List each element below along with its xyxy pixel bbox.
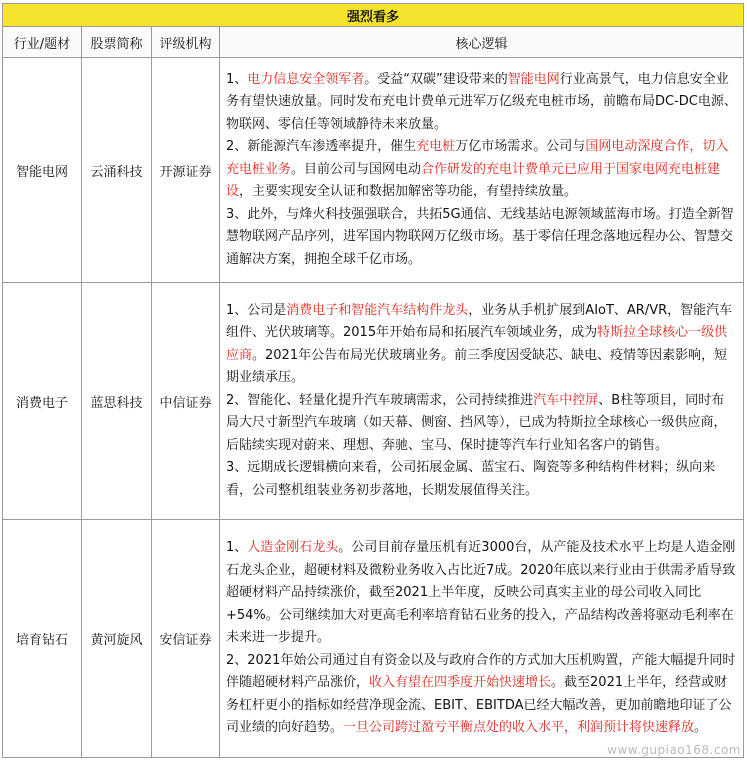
logic-paragraph — [226, 457, 737, 502]
logic-paragraph — [226, 136, 737, 204]
logic-text: 2、新能源汽车渗透率提升，催生 — [226, 139, 417, 155]
header-row — [3, 27, 744, 58]
logic-text: 1、 — [226, 71, 248, 87]
highlight-text: 收入有望在四季度开始快速增长 — [369, 675, 552, 691]
logic-text: 。受益“双碳”建设带来的 — [364, 71, 508, 87]
logic-text: 2、2021年始公司通过自有资金以及与政府合作的方式加大压机购置，产能大幅提升同时伴随超硬材料产品涨价， — [226, 652, 736, 691]
watermark: www.gupiao168.com — [607, 743, 741, 757]
logic-paragraph — [226, 69, 737, 137]
stock-cell: 黄河旋风 — [82, 520, 152, 758]
stock-cell: 蓝思科技 — [82, 283, 152, 520]
highlight-text: 电力信息安全领军者 — [247, 71, 365, 87]
logic-cell — [220, 520, 744, 758]
logic-text: 。 — [694, 720, 708, 736]
highlight-text: 一旦公司跨过盈亏平衡点处的收入水平，利润预计将快速释放 — [343, 720, 695, 736]
highlight-text: 合作研发的充电计费单元已应用于国家电网充电桩建设 — [226, 161, 721, 200]
agency-cell: 中信证券 — [152, 283, 220, 520]
logic-text: ，主要实现安全认证和数据加解密等功能，有望持续放量。 — [239, 184, 578, 200]
logic-paragraph — [226, 300, 737, 390]
logic-text: 。截至2021上半年，经营或财务杠杆更小的指标如经营净现金流、EBIT、EBITDA已经大幅改善，更加前瞻地印证了公司业绩的向好趋势。 — [226, 675, 732, 736]
logic-text: 、B柱等项目，同时布局大尺寸新型汽车玻璃（如天幕、侧窗、挡风等），已成为特斯拉全球核心一级供应商，后陆续实现对蔚来、理想、奔驰、宝马、保时捷等汽车行业知名客户的销售。 — [226, 392, 727, 453]
title-row — [3, 4, 744, 27]
header-logic: 核心逻辑 — [220, 27, 744, 58]
table-title: 强烈看多 — [3, 4, 744, 27]
logic-cell — [220, 58, 744, 283]
table-row — [3, 520, 744, 758]
highlight-text: 国网电动深度合作，切入充电桩业务 — [226, 139, 729, 177]
logic-text: 行业高景气，电力信息安全业务有望快速放量。同时发布充电计费单元进军万亿级充电桩市场，前瞻布局DC-DC电源、物联网、零信任等领域静待未来放量。 — [226, 71, 737, 132]
stock-cell: 云涌科技 — [82, 58, 152, 283]
highlight-text: 特斯拉全球核心一级供应商 — [226, 325, 728, 363]
table-row — [3, 58, 744, 283]
industry-cell: 消费电子 — [3, 283, 82, 520]
logic-paragraph — [226, 537, 737, 650]
highlight-text: 智能电网 — [507, 71, 560, 87]
industry-cell: 培育钻石 — [3, 520, 82, 758]
industry-cell: 智能电网 — [3, 58, 82, 283]
header-industry: 行业/题材 — [3, 27, 82, 58]
logic-text: ，业务从手机扩展到AIoT、AR/VR，智能汽车组件、光伏玻璃等。2015年开始布局和拓展汽车领域业务，成为 — [226, 302, 733, 341]
logic-text: 1、公司是 — [226, 302, 287, 318]
logic-text: 。2021年公告布局光伏玻璃业务。前三季度因受缺芯、缺电、疫情等因素影响，短期业绩承压。 — [226, 347, 728, 386]
agency-cell: 安信证券 — [152, 520, 220, 758]
header-agency: 评级机构 — [152, 27, 220, 58]
logic-text: 。公司目前存量压机有近3000台，从产能及技术水平上均是人造金刚石龙头企业，超硬材料及微粉业务收入占比近7成。2020年底以来行业由于供需矛盾导致超硬材料产品持续涨价，截至2021上半年度，反映公司真实主业的母公司收入同比+54%。公司继续加大对更高毛利率培育钻石业务的投入，产品结构改善将驱动毛利率在未来进一步提升。 — [226, 540, 736, 646]
logic-text: 。目前公司与国网电动 — [291, 161, 422, 177]
logic-text: 3、远期成长逻辑横向来看，公司拓展金属、蓝宝石、陶瓷等多种结构件材料；纵向来看，公司整机组装业务初步落地，长期发展值得关注。 — [226, 460, 716, 498]
header-stock: 股票简称 — [82, 27, 152, 58]
logic-text: 2、智能化、轻量化提升汽车玻璃需求，公司持续推进 — [226, 392, 534, 408]
highlight-text: 消费电子和智能汽车结构件龙头 — [286, 302, 469, 318]
logic-text: 3、此外，与烽火科技强强联合，共拓5G通信、无线基站电源领域蓝海市场。打造全新智慧物联网产品序列，进军国内物联网万亿级市场。基于零信任理念落地远程办公、智慧交通解决方案，拥抱全球千亿市场。 — [226, 206, 734, 267]
logic-paragraph — [226, 650, 737, 740]
logic-text: 万亿市场需求。公司与 — [455, 139, 586, 155]
highlight-text: 充电桩 — [416, 139, 456, 155]
logic-paragraph — [226, 390, 737, 458]
stock-table — [2, 3, 744, 758]
highlight-text: 汽车中控屏 — [533, 392, 599, 408]
logic-paragraph — [226, 204, 737, 272]
highlight-text: 人造金刚石龙头 — [247, 540, 339, 556]
agency-cell: 开源证券 — [152, 58, 220, 283]
logic-cell — [220, 283, 744, 520]
table-row — [3, 283, 744, 520]
logic-text: 1、 — [226, 540, 248, 556]
